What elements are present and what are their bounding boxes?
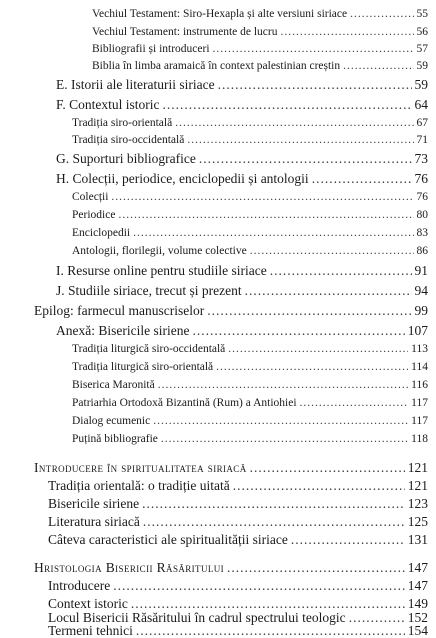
dot-leader	[192, 324, 404, 338]
toc-entry-page: 71	[416, 134, 428, 146]
toc-entry-title: Câteva caracteristici ale spiritualității siriace	[48, 532, 288, 547]
toc-section-heading	[34, 461, 428, 475]
toc-entry-title: Vechiul Testament: Siro-Hexapla și alte versiuni siriace	[92, 8, 348, 20]
toc-entry-title: Tradiția siro-orientală	[72, 117, 173, 129]
toc-entry-page: 86	[416, 245, 428, 257]
toc-entry-page: 94	[414, 283, 428, 298]
dot-leader	[227, 561, 405, 575]
dot-leader	[300, 398, 409, 410]
toc-entry-page: 154	[407, 623, 428, 638]
toc-entry-page: 59	[416, 60, 428, 72]
dot-leader	[158, 380, 408, 392]
toc-entry-title: Puțină bibliografie	[72, 433, 158, 445]
toc-entry-page: 113	[411, 343, 428, 355]
toc-entry-page: 131	[407, 532, 428, 547]
toc-entry-page: 152	[407, 610, 428, 625]
toc-entry-page: 123	[407, 496, 428, 511]
toc-entry-page: 57	[416, 43, 428, 55]
dot-leader	[350, 9, 413, 21]
toc-entry-title: Anexă: Bisericile siriene	[56, 323, 190, 338]
toc-entry-page: 73	[414, 151, 428, 166]
toc-entry-title: Dialog ecumenic	[72, 415, 151, 427]
toc-entry-page: 76	[416, 191, 428, 203]
toc-entry-title: Epilog: farmecul manuscriselor	[34, 303, 205, 318]
toc-entry-title: Biserica Maronită	[72, 379, 155, 391]
dot-leader	[131, 597, 405, 611]
dot-leader	[153, 416, 408, 428]
toc-entry-title: Tradiția siro-occidentală	[72, 134, 185, 146]
toc-entry	[92, 27, 428, 39]
toc-entry-page: 56	[416, 26, 428, 38]
toc-entry	[72, 135, 428, 147]
toc-entry	[48, 479, 428, 493]
toc-entry-page: 147	[407, 560, 428, 575]
toc-entry	[48, 533, 428, 547]
toc-entry-page: 117	[411, 397, 428, 409]
toc-entry-title: Colecții	[72, 191, 109, 203]
toc-entry-title: Patriarhia Ortodoxă Bizantină (Rum) a Antiohiei	[72, 397, 297, 409]
toc-entry-title: Tradiția orientală: o tradiție uitată	[48, 478, 230, 493]
toc-entry-page: 55	[416, 8, 428, 20]
toc-entry-title: Locul Bisericii Răsăritului în cadrul spectrului teologic	[48, 610, 346, 625]
toc-entry-title: E. Istorii ale literaturii siriace	[56, 77, 215, 92]
toc-entry	[56, 152, 428, 166]
toc-entry	[72, 380, 428, 392]
dot-leader	[142, 497, 405, 511]
dot-leader	[199, 152, 412, 166]
toc-entry-page: 91	[414, 263, 428, 278]
dot-leader	[213, 44, 414, 56]
toc-entry-page: 64	[414, 97, 428, 112]
dot-leader	[270, 264, 412, 278]
dot-leader	[136, 624, 405, 638]
toc-entry	[72, 246, 428, 258]
toc-entry-page: 117	[411, 415, 428, 427]
toc-entry-title: Literatura siriacă	[48, 514, 140, 529]
dot-leader	[143, 515, 405, 529]
dot-leader	[118, 210, 413, 222]
toc-entry-title: Context istoric	[48, 596, 128, 611]
dot-leader	[163, 98, 412, 112]
toc-entry-page: 83	[416, 227, 428, 239]
toc-entry-title: Hristologia Bisericii Răsăritului	[34, 560, 225, 575]
toc-entry-title: Bibliografii și introduceri	[92, 43, 210, 55]
toc-entry-page: 67	[416, 117, 428, 129]
dot-leader	[187, 135, 413, 147]
dot-leader	[343, 61, 413, 73]
toc-entry-title: H. Colecții, periodice, enciclopedii și antologii	[56, 171, 309, 186]
toc-entry	[56, 264, 428, 278]
toc-entry-title: Introducere	[48, 578, 111, 593]
dot-leader	[218, 78, 412, 92]
toc-entry	[34, 304, 428, 318]
toc-entry-title: Tradiția liturgică siro-occidentală	[72, 343, 226, 355]
toc-entry-title: Periodice	[72, 209, 116, 221]
toc-entry	[48, 515, 428, 529]
toc-section-heading	[34, 561, 428, 575]
toc-entry	[48, 597, 428, 611]
toc-entry	[72, 118, 428, 130]
toc-entry	[48, 497, 428, 511]
dot-leader	[245, 284, 412, 298]
toc-entry-title: Tradiția liturgică siro-orientală	[72, 361, 214, 373]
toc-entry-page: 125	[407, 514, 428, 529]
toc-entry	[48, 579, 428, 593]
toc-entry-title: Bisericile siriene	[48, 496, 140, 511]
toc-entry	[56, 284, 428, 298]
toc-entry	[92, 61, 428, 73]
dot-leader	[233, 479, 405, 493]
toc-entry-page: 80	[416, 209, 428, 221]
toc-entry-title: Antologii, florilegii, volume colective	[72, 245, 247, 257]
toc-entry-title: Termeni tehnici	[48, 623, 133, 638]
toc-entry-title: Enciclopedii	[72, 227, 131, 239]
dot-leader	[111, 192, 413, 204]
toc-entry	[72, 398, 428, 410]
dot-leader	[216, 362, 408, 374]
toc-entry-page: 59	[414, 77, 428, 92]
toc-entry-page: 99	[414, 303, 428, 318]
dot-leader	[161, 434, 408, 446]
toc-entry-title: Biblia în limba aramaică în context palestinian creștin	[92, 60, 341, 72]
dot-leader	[113, 579, 405, 593]
toc-entry-page: 116	[411, 379, 428, 391]
dot-leader	[312, 172, 412, 186]
toc-entry	[56, 172, 428, 186]
toc-entry	[72, 192, 428, 204]
toc-entry-title: F. Contextul istoric	[56, 97, 160, 112]
toc-entry-page: 121	[407, 478, 428, 493]
toc-entry-page: 114	[411, 361, 428, 373]
dot-leader	[175, 118, 413, 130]
toc-entry	[56, 78, 428, 92]
toc-entry-title: Vechiul Testament: instrumente de lucru	[92, 26, 278, 38]
toc-entry	[48, 624, 428, 638]
toc-entry-page: 76	[414, 171, 428, 186]
toc-entry-page: 147	[407, 578, 428, 593]
toc-entry	[56, 324, 428, 338]
toc-entry-title: I. Resurse online pentru studiile siriace	[56, 263, 267, 278]
toc-entry-page: 118	[411, 433, 428, 445]
dot-leader	[133, 228, 413, 240]
toc-entry-page: 107	[407, 323, 428, 338]
toc-entry	[72, 362, 428, 374]
toc-entry	[72, 416, 428, 428]
dot-leader	[349, 611, 405, 625]
dot-leader	[207, 304, 411, 318]
dot-leader	[228, 344, 408, 356]
toc-entry	[92, 44, 428, 56]
toc-entry-page: 121	[407, 460, 428, 475]
toc-entry-title: G. Suporturi bibliografice	[56, 151, 196, 166]
toc-entry	[56, 98, 428, 112]
toc-entry-page: 149	[407, 596, 428, 611]
toc-entry-title: Introducere în spiritualitatea siriacă	[34, 460, 247, 475]
toc-entry	[92, 9, 428, 21]
toc-entry	[72, 344, 428, 356]
toc-entry	[72, 228, 428, 240]
dot-leader	[291, 533, 405, 547]
toc-entry	[72, 210, 428, 222]
toc-entry-title: J. Studiile siriace, trecut și prezent	[56, 283, 242, 298]
dot-leader	[281, 27, 414, 39]
dot-leader	[250, 246, 414, 258]
dot-leader	[250, 461, 405, 475]
toc-entry	[72, 434, 428, 446]
